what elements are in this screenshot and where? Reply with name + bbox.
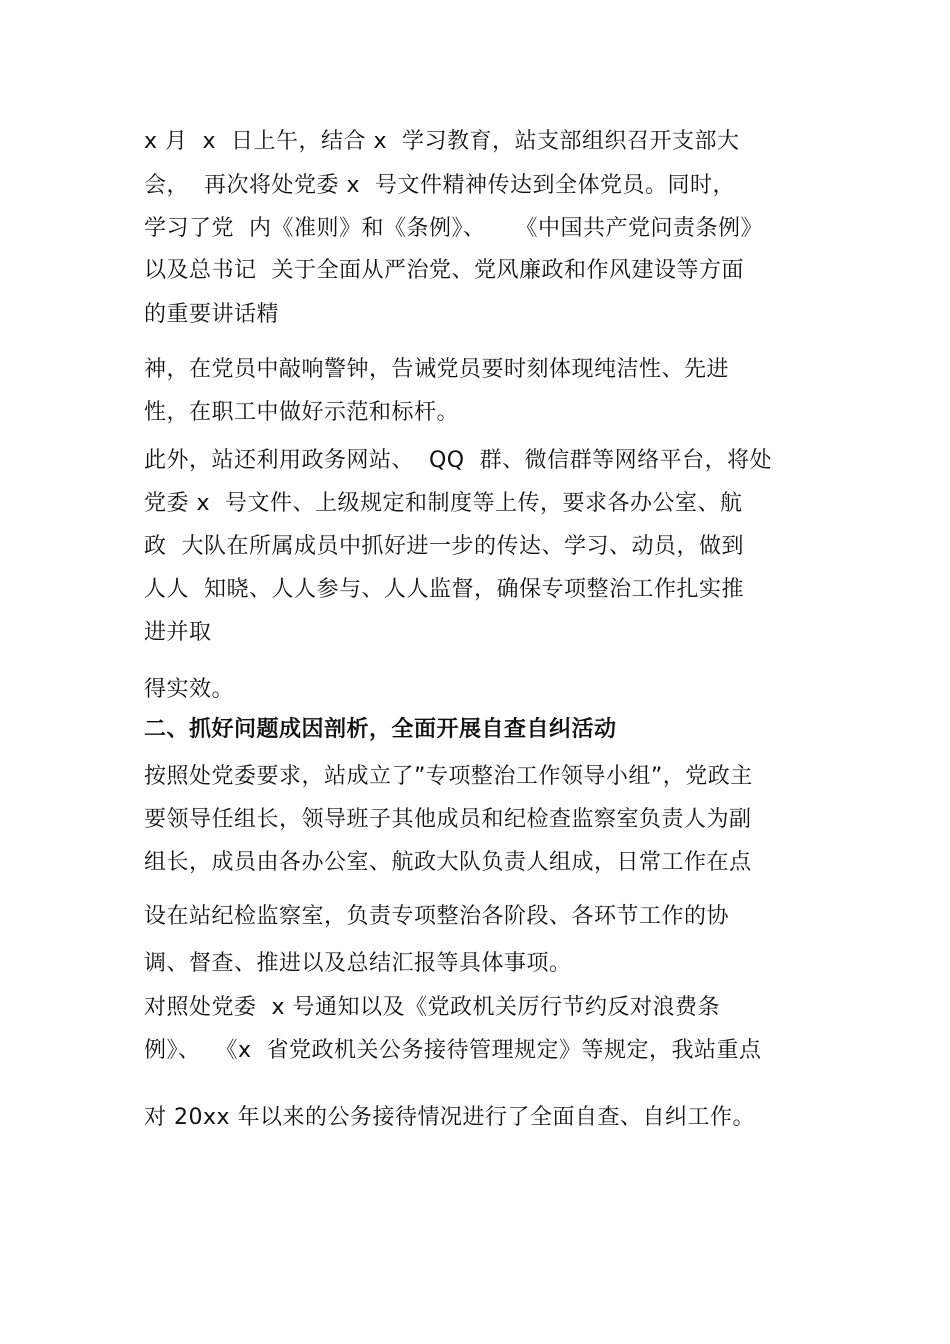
text-line: 组长，成员由各办公室、航政大队负责人组成，日常工作在点 <box>144 850 752 875</box>
text-line: 要领导任组长，领导班子其他成员和纪检查监察室负责人为副 <box>144 807 752 832</box>
section-heading: 二、抓好问题成因剖析，全面开展自查自纠活动 <box>144 717 617 742</box>
text-line: 会， 再次将处党委 x 号文件精神传达到全体党员。同时， <box>144 173 735 198</box>
text-line: 例》、 《x 省党政机关公务接待管理规定》等规定，我站重点 <box>144 1038 762 1063</box>
text-line: 得实效。 <box>144 677 235 702</box>
text-line: 对照处党委 x 号通知以及《党政机关厉行节约反对浪费条 <box>144 995 721 1020</box>
text-line: 神，在党员中敲响警钟，告诫党员要时刻体现纯洁性、先进 <box>144 357 730 382</box>
text-line: 人人 知晓、人人参与、人人监督，确保专项整治工作扎实推 <box>144 577 744 602</box>
text-line: 此外，站还利用政务网站、 QQ 群、微信群等网络平台，将处 <box>144 448 773 473</box>
text-line: 以及总书记 关于全面从严治党、党风廉政和作风建设等方面 <box>144 258 744 283</box>
text-line: 调、督查、推进以及总结汇报等具体事项。 <box>144 951 572 976</box>
text-line: 按照处党委要求，站成立了”专项整治工作领导小组”，党政主 <box>144 764 753 789</box>
text-line: 性，在职工中做好示范和标杆。 <box>144 400 460 425</box>
text-line: 的重要讲话精 <box>144 302 280 327</box>
text-line: 对 20xx 年以来的公务接待情况进行了全面自查、自纠工作。 <box>144 1105 756 1130</box>
text-line: x 月 x 日上午，结合 x 学习教育，站支部组织召开支部大 <box>144 129 740 154</box>
text-line: 政 大队在所属成员中抓好进一步的传达、学习、动员，做到 <box>144 534 744 559</box>
text-line: 学习了党 内《准则》和《条例》、 《中国共产党问责条例》 <box>144 216 763 241</box>
text-line: 党委 x 号文件、上级规定和制度等上传，要求各办公室、航 <box>144 491 743 516</box>
text-line: 进并取 <box>144 620 212 645</box>
text-line: 设在站纪检监察室，负责专项整治各阶段、各环节工作的协 <box>144 904 730 929</box>
